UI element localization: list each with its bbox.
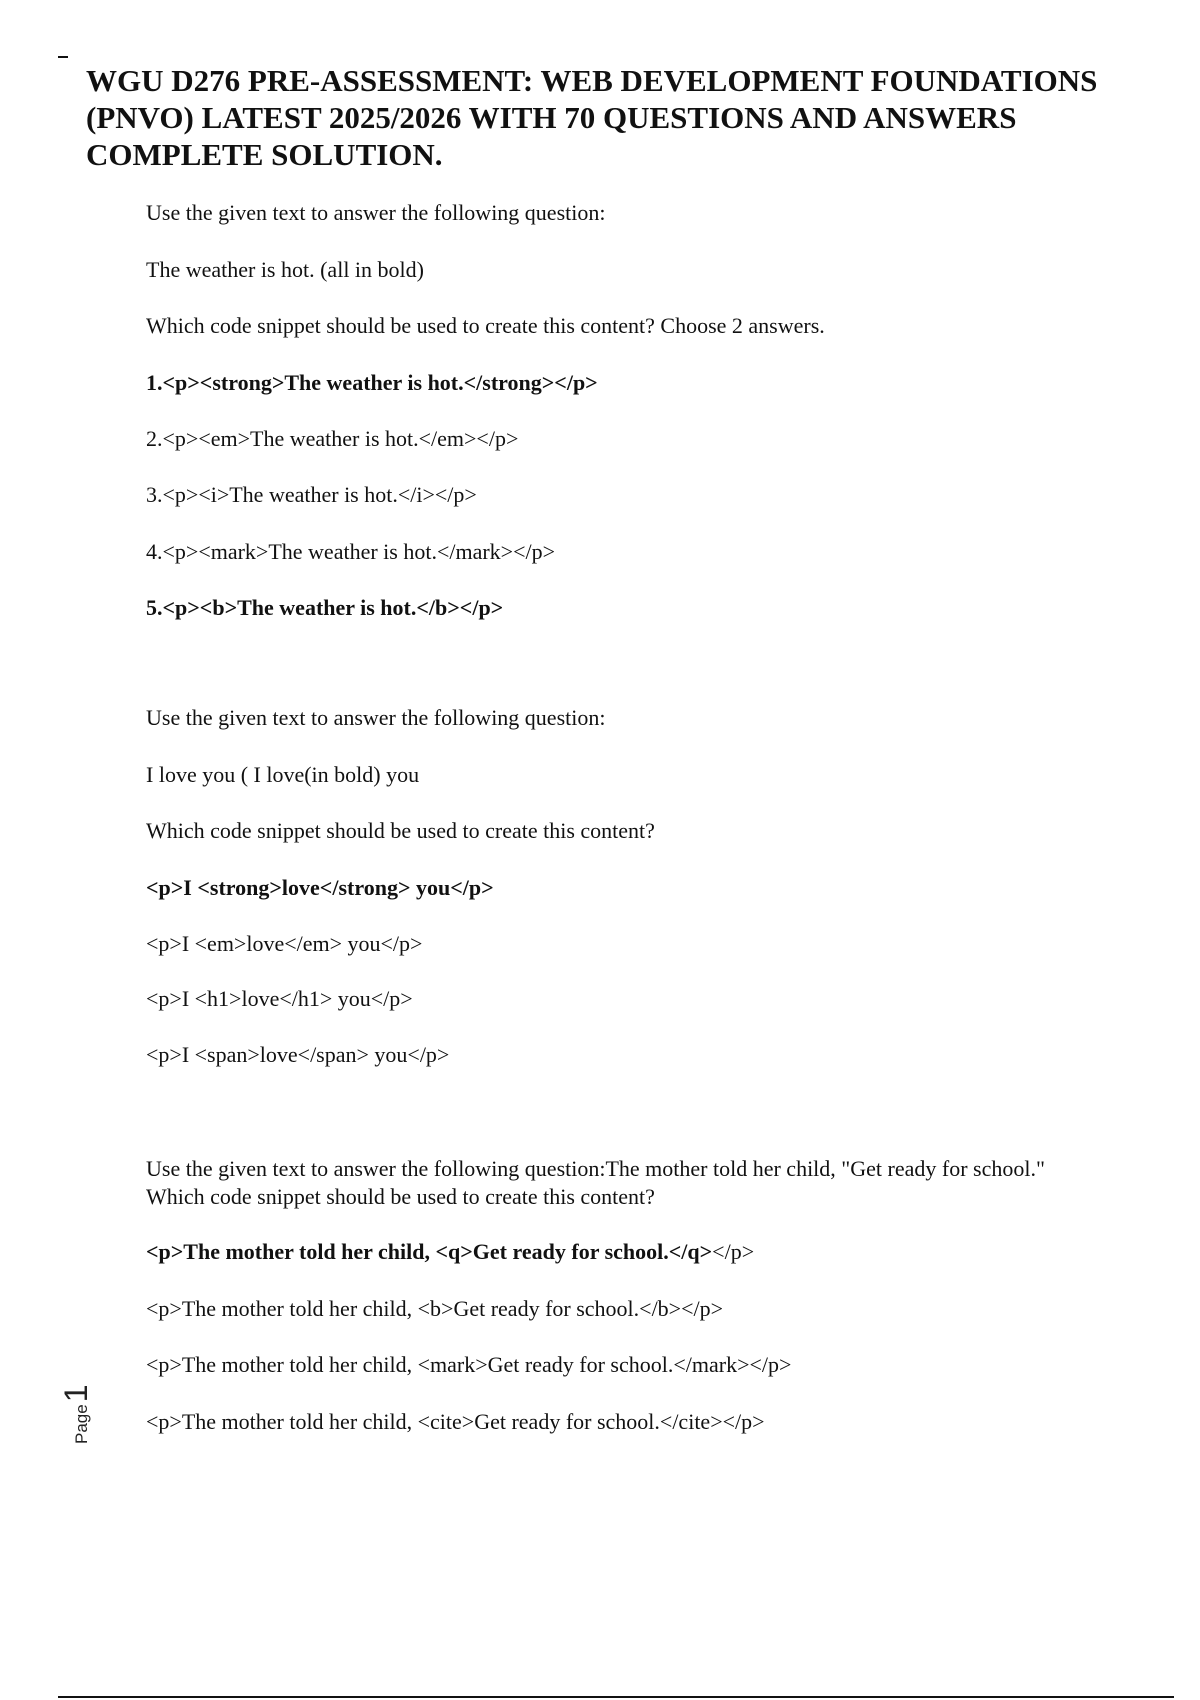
- q3-option-3: <p>The mother told her child, <mark>Get ready for school.</mark></p>: [146, 1352, 792, 1377]
- q3-option-1-rest: </p>: [712, 1239, 755, 1264]
- footer-rule: [58, 1696, 1174, 1698]
- q1-option-4: 4.<p><mark>The weather is hot.</mark></p>: [146, 539, 555, 564]
- q1-question: Which code snippet should be used to create this content? Choose 2 answers.: [146, 313, 825, 338]
- q3-option-1-correct: [146, 1239, 754, 1265]
- q2-option-4: <p>I <span>love</span> you</p>: [146, 1042, 450, 1067]
- q3-option-1-bold-part: <p>The mother told her child, <q>Get ready for school.</q>: [146, 1239, 713, 1264]
- q2-option-3: <p>I <h1>love</h1> you</p>: [146, 986, 413, 1011]
- document-title: WGU D276 PRE-ASSESSMENT: WEB DEVELOPMENT FOUNDATIONS (PNVO) LATEST 2025/2026 WITH 70 QUESTIONS AND ANSWERS COMPLETE SOLUTION.: [86, 63, 1098, 172]
- page-label: Page: [72, 1404, 91, 1444]
- q2-text: I love you ( I love(in bold) you: [146, 762, 420, 787]
- q1-option-1-correct: 1.<p><strong>The weather is hot.</strong></p>: [146, 370, 598, 395]
- q3-option-2: <p>The mother told her child, <b>Get ready for school.</b></p>: [146, 1296, 724, 1321]
- q2-option-1-correct: <p>I <strong>love</strong> you</p>: [146, 875, 494, 900]
- q1-option-2: 2.<p><em>The weather is hot.</em></p>: [146, 426, 519, 451]
- q2-option-2: <p>I <em>love</em> you</p>: [146, 931, 423, 956]
- q2-question: Which code snippet should be used to create this content?: [146, 818, 655, 843]
- page-number-value: 1: [58, 1384, 94, 1403]
- q1-prompt: Use the given text to answer the following question:: [146, 200, 606, 225]
- q2-prompt: Use the given text to answer the following question:: [146, 705, 606, 730]
- top-dash-mark: [58, 56, 68, 58]
- q1-option-3: 3.<p><i>The weather is hot.</i></p>: [146, 482, 477, 507]
- q3-prompt: Use the given text to answer the following question:The mother told her child, "Get ready for school." Which code snippet should be used to create this content?: [146, 1156, 1045, 1209]
- page-number: [58, 1384, 118, 1481]
- q1-text: The weather is hot. (all in bold): [146, 257, 424, 282]
- q1-option-5-correct: 5.<p><b>The weather is hot.</b></p>: [146, 595, 504, 620]
- q3-option-4: <p>The mother told her child, <cite>Get ready for school.</cite></p>: [146, 1409, 765, 1434]
